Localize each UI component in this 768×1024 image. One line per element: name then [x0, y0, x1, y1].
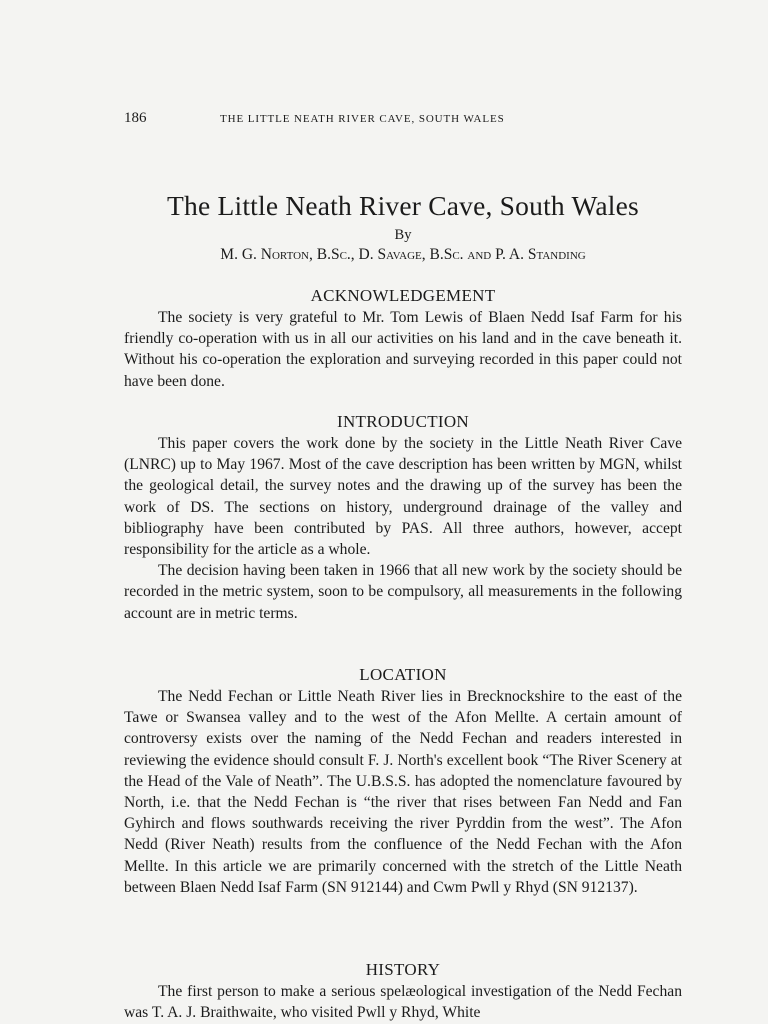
section-introduction — [124, 433, 682, 624]
article-title: The Little Neath River Cave, South Wales — [167, 190, 639, 221]
paragraph: This paper covers the work done by the society in the Little Neath River Cave (LNRC) up to May 1967. Most of the cave description has been written by MGN, whilst the geological detail, the survey notes and the drawing up of the survey has been the work of DS. The sections on history, underground drainage of the valley and bibliography have been contributed by PAS. All three authors, however, accept responsibility for the article as a whole. — [124, 435, 682, 559]
author-list: M. G. Norton, B.Sc., D. Savage, B.Sc. and P. A. Standing — [220, 246, 586, 263]
heading-introduction: INTRODUCTION — [336, 412, 470, 431]
section-acknowledgement — [124, 307, 682, 392]
heading-acknowledgement: ACKNOWLEDGEMENT — [310, 286, 496, 305]
byline-by: By — [394, 227, 412, 243]
paragraph: The decision having been taken in 1966 that all new work by the society should be recorded in the metric system, soon to be compulsory, all measurements in the following account are in metric terms. — [124, 562, 682, 622]
page-number: 186 — [124, 110, 147, 126]
paragraph: The Nedd Fechan or Little Neath River lies in Brecknockshire to the east of the Tawe or Swansea valley and to the west of the Afon Mellte. A certain amount of controversy exists over the naming of the Nedd Fechan and readers interested in reviewing the evidence should consult F. J. North's excellent book “The River Scenery at the Head of the Vale of Neath”. The U.B.S.S. has adopted the nomenclature favoured by North, i.e. that the Nedd Fechan is “the river that rises between Fan Nedd and Fan Gyhirch and flows southwards receiving the river Pyrddin from the west”. The Afon Nedd (River Neath) results from the confluence of the Nedd Fechan with the Afon Mellte. In this article we are primarily concerned with the stretch of the Little Neath between Blaen Nedd Isaf Farm (SN 912144) and Cwm Pwll y Rhyd (SN 912137). — [124, 688, 682, 896]
running-head-title: THE LITTLE NEATH RIVER CAVE, SOUTH WALES — [220, 113, 505, 125]
section-location — [124, 686, 682, 898]
heading-history: HISTORY — [365, 960, 441, 979]
heading-location: LOCATION — [359, 665, 447, 684]
paragraph: The first person to make a serious spelæological investigation of the Nedd Fechan was T. A. J. Braithwaite, who visited Pwll y Rhyd, White — [124, 983, 682, 1022]
paragraph: The society is very grateful to Mr. Tom Lewis of Blaen Nedd Isaf Farm for his friendly co-operation with us in all our activities on his land and in the cave beneath it. Without his co-operation the exploration and surveying recorded in this paper could not have been done. — [124, 309, 682, 390]
section-history — [124, 981, 682, 1023]
